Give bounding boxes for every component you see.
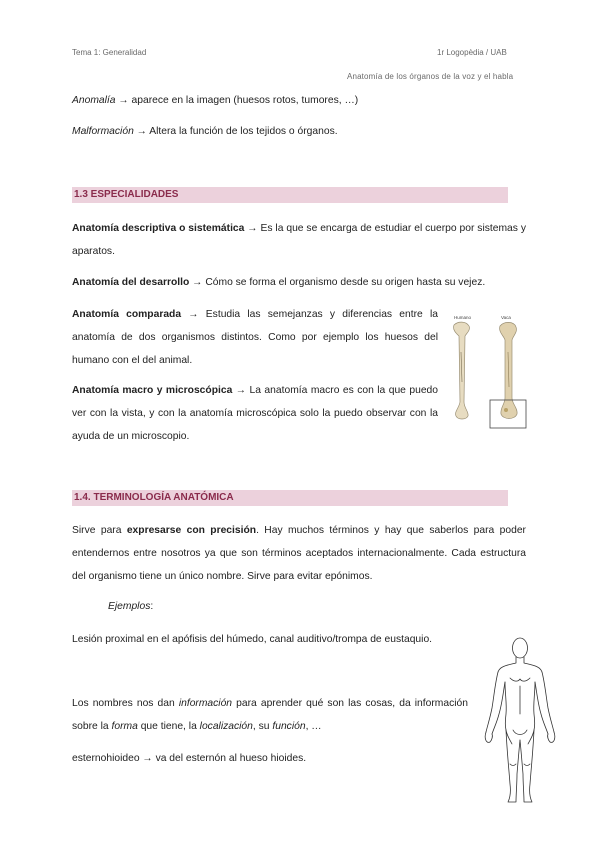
term-anomalia: Anomalía [72,95,116,106]
text-anomalia: → aparece en la imagen (huesos rotos, tumores, …) [115,95,359,106]
paragraph-macro [72,379,438,448]
text-p2-i: , … [305,721,322,732]
term-descriptiva: Anatomía descriptiva o sistemática [72,223,245,234]
text-descriptiva: → Es la que se encarga de estudiar el cuerpo por sistemas y aparatos. [72,223,526,257]
paragraph-descriptiva [72,217,526,263]
bone-label-animal: Vaca [501,315,511,320]
term-malformacion: Malformación [72,126,134,137]
label-ejemplos-colon: : [150,601,154,612]
text-p2-g: , su [252,721,273,732]
paragraph-ejemplos [108,595,308,618]
term-desarrollo: Anatomía del desarrollo [72,277,190,288]
term-comparada: Anatomía comparada [72,309,182,320]
term-macro: Anatomía macro y microscópica [72,385,233,396]
header-left: Tema 1: Generalidad [72,48,147,57]
label-ejemplos: Ejemplos [108,601,151,612]
text-p1-c: . Hay muchos términos y hay que saberlos para poder entendernos entre nosotros ya que son términos aceptados internacionalmente. Cada estructura del organismo tiene un único nombre. Sirve para evitar epónimos. [72,525,526,582]
bones-comparison-image [444,312,530,432]
term-informacion: información [178,698,233,709]
paragraph-malformacion [72,120,526,143]
section-heading-terminologia: 1.4. TERMINOLOGÍA ANATÓMICA [72,490,508,506]
text-p2-a: Los nombres nos dan [72,698,179,709]
text-macro: → La anatomía macro es con la que puedo ver con la vista, y con la anatomía microscópica solo la puedo observar con la ayuda de un microscopio. [72,385,438,442]
text-comparada: → Estudia las semejanzas y diferencias entre la anatomía de dos organismos distintos. Como por ejemplo los huesos del humano con el del animal. [72,309,439,366]
term-funcion: función [272,721,306,732]
human-body-outline [480,634,560,806]
header-right: 1r Logopèdia / UAB [437,48,507,57]
term-localizacion: localización [199,721,253,732]
paragraph-comparada [72,303,438,372]
paragraph-nombres [72,692,468,738]
text-p2-c: para aprender qué son las cosas, da información sobre la [72,698,468,732]
paragraph-terminologia [72,519,526,588]
section-heading-especialidades: 1.3 ESPECIALIDADES [72,187,508,203]
header-subtitle: Anatomía de los órganos de la voz y el habla [347,72,514,81]
bones-illustration [444,312,530,432]
text-malformacion: → Altera la función de los tejidos o órganos. [133,126,338,137]
term-precision: expresarse con precisión [126,525,257,536]
text-p2-e: que tiene, la [137,721,200,732]
text-desarrollo: → Cómo se forma el organismo desde su origen hasta su vejez. [189,277,486,288]
term-forma: forma [111,721,138,732]
paragraph-anomalia [72,89,526,112]
text-p1-a: Sirve para [72,525,127,536]
paragraph-desarrollo [72,271,526,294]
paragraph-esternohioideo: esternohioideo → va del esternón al hueso hioides. [72,753,307,764]
paragraph-lesion: Lesión proximal en el apófisis del húmedo, canal auditivo/trompa de eustaquio. [72,634,433,645]
human-body-illustration [480,634,560,806]
bone-label-human: Humano [454,315,472,320]
